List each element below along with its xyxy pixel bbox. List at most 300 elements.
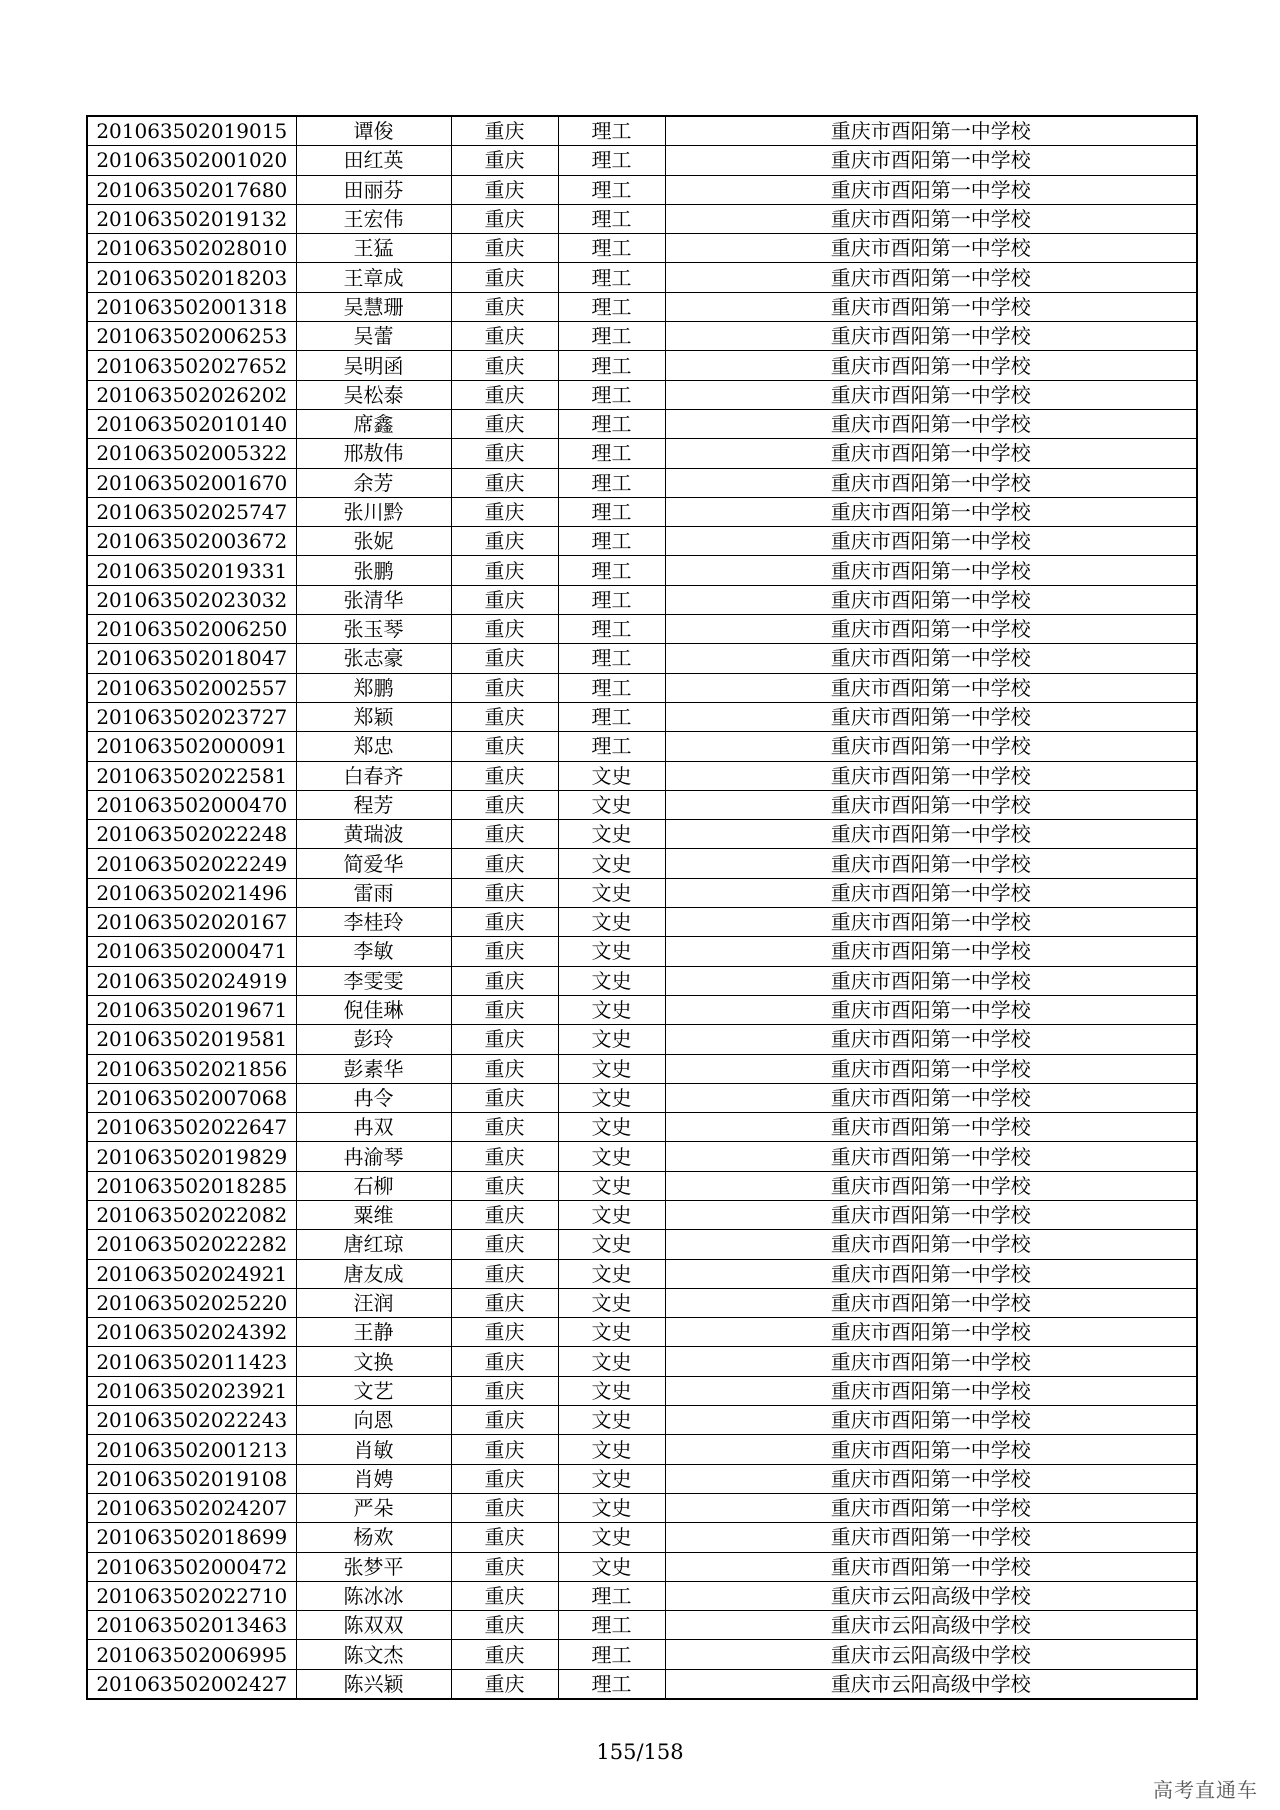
school-cell: 重庆市酉阳第一中学校	[665, 1406, 1197, 1435]
exam-id-cell: 201063502021856	[87, 1054, 296, 1083]
name-cell: 简爱华	[296, 849, 451, 878]
province-cell: 重庆	[451, 790, 558, 819]
school-cell: 重庆市酉阳第一中学校	[665, 1318, 1197, 1347]
school-cell: 重庆市酉阳第一中学校	[665, 1113, 1197, 1142]
exam-id-cell: 201063502010140	[87, 409, 296, 438]
school-cell: 重庆市酉阳第一中学校	[665, 644, 1197, 673]
school-cell: 重庆市云阳高级中学校	[665, 1669, 1197, 1699]
school-cell: 重庆市酉阳第一中学校	[665, 732, 1197, 761]
exam-id-cell: 201063502019581	[87, 1025, 296, 1054]
name-cell: 张梦平	[296, 1552, 451, 1581]
province-cell: 重庆	[451, 1200, 558, 1229]
table-row	[87, 497, 1197, 526]
exam-id-cell: 201063502022082	[87, 1200, 296, 1229]
exam-id-cell: 201063502022249	[87, 849, 296, 878]
name-cell: 陈冰冰	[296, 1581, 451, 1610]
table-row	[87, 146, 1197, 175]
province-cell: 重庆	[451, 1347, 558, 1376]
exam-id-cell: 201063502022647	[87, 1113, 296, 1142]
table-row	[87, 966, 1197, 995]
category-cell: 文史	[558, 1347, 665, 1376]
province-cell: 重庆	[451, 409, 558, 438]
category-cell: 文史	[558, 790, 665, 819]
table-row	[87, 1259, 1197, 1288]
category-cell: 文史	[558, 1288, 665, 1317]
table-row	[87, 351, 1197, 380]
exam-id-cell: 201063502025747	[87, 497, 296, 526]
name-cell: 陈文杰	[296, 1640, 451, 1669]
category-cell: 文史	[558, 966, 665, 995]
category-cell: 理工	[558, 644, 665, 673]
province-cell: 重庆	[451, 1464, 558, 1493]
province-cell: 重庆	[451, 995, 558, 1024]
exam-id-cell: 201063502023921	[87, 1376, 296, 1405]
name-cell: 冉令	[296, 1083, 451, 1112]
table-row	[87, 1171, 1197, 1200]
category-cell: 理工	[558, 409, 665, 438]
name-cell: 吴蕾	[296, 322, 451, 351]
table-row	[87, 1376, 1197, 1405]
province-cell: 重庆	[451, 878, 558, 907]
name-cell: 王宏伟	[296, 204, 451, 233]
exam-id-cell: 201063502001318	[87, 292, 296, 321]
table-row	[87, 234, 1197, 263]
province-cell: 重庆	[451, 351, 558, 380]
name-cell: 郑忠	[296, 732, 451, 761]
table-row	[87, 1142, 1197, 1171]
school-cell: 重庆市酉阳第一中学校	[665, 585, 1197, 614]
table-row	[87, 175, 1197, 204]
exam-id-cell: 201063502024392	[87, 1318, 296, 1347]
table-row	[87, 1552, 1197, 1581]
table-row	[87, 204, 1197, 233]
category-cell: 文史	[558, 1200, 665, 1229]
table-row	[87, 1025, 1197, 1054]
table-row	[87, 1230, 1197, 1259]
province-cell: 重庆	[451, 732, 558, 761]
province-cell: 重庆	[451, 1581, 558, 1610]
name-cell: 粟维	[296, 1200, 451, 1229]
name-cell: 石柳	[296, 1171, 451, 1200]
category-cell: 文史	[558, 820, 665, 849]
table-row	[87, 556, 1197, 585]
exam-id-cell: 201063502018285	[87, 1171, 296, 1200]
category-cell: 理工	[558, 234, 665, 263]
name-cell: 王章成	[296, 263, 451, 292]
province-cell: 重庆	[451, 615, 558, 644]
exam-id-cell: 201063502005322	[87, 439, 296, 468]
exam-id-cell: 201063502022248	[87, 820, 296, 849]
name-cell: 文换	[296, 1347, 451, 1376]
exam-id-cell: 201063502024207	[87, 1493, 296, 1522]
name-cell: 倪佳琳	[296, 995, 451, 1024]
table-row	[87, 527, 1197, 556]
category-cell: 文史	[558, 1025, 665, 1054]
category-cell: 理工	[558, 146, 665, 175]
province-cell: 重庆	[451, 1318, 558, 1347]
table-row	[87, 1581, 1197, 1610]
table-row	[87, 468, 1197, 497]
school-cell: 重庆市酉阳第一中学校	[665, 702, 1197, 731]
school-cell: 重庆市酉阳第一中学校	[665, 790, 1197, 819]
province-cell: 重庆	[451, 1523, 558, 1552]
category-cell: 文史	[558, 1142, 665, 1171]
table-row	[87, 1347, 1197, 1376]
category-cell: 文史	[558, 995, 665, 1024]
school-cell: 重庆市酉阳第一中学校	[665, 966, 1197, 995]
category-cell: 文史	[558, 937, 665, 966]
table-row	[87, 1113, 1197, 1142]
school-cell: 重庆市酉阳第一中学校	[665, 497, 1197, 526]
exam-id-cell: 201063502018203	[87, 263, 296, 292]
category-cell: 文史	[558, 908, 665, 937]
province-cell: 重庆	[451, 702, 558, 731]
exam-id-cell: 201063502028010	[87, 234, 296, 263]
province-cell: 重庆	[451, 1493, 558, 1522]
name-cell: 黄瑞波	[296, 820, 451, 849]
category-cell: 文史	[558, 1523, 665, 1552]
table-row	[87, 1054, 1197, 1083]
province-cell: 重庆	[451, 966, 558, 995]
watermark-text: 高考直通车	[1153, 1778, 1258, 1802]
name-cell: 李敏	[296, 937, 451, 966]
province-cell: 重庆	[451, 761, 558, 790]
exam-id-cell: 201063502007068	[87, 1083, 296, 1112]
province-cell: 重庆	[451, 1288, 558, 1317]
table-row	[87, 732, 1197, 761]
name-cell: 谭俊	[296, 116, 451, 146]
table-row	[87, 878, 1197, 907]
table-row	[87, 644, 1197, 673]
school-cell: 重庆市酉阳第一中学校	[665, 175, 1197, 204]
school-cell: 重庆市酉阳第一中学校	[665, 1464, 1197, 1493]
name-cell: 吴松泰	[296, 380, 451, 409]
name-cell: 田丽芬	[296, 175, 451, 204]
category-cell: 文史	[558, 1406, 665, 1435]
school-cell: 重庆市酉阳第一中学校	[665, 995, 1197, 1024]
category-cell: 理工	[558, 263, 665, 292]
province-cell: 重庆	[451, 204, 558, 233]
province-cell: 重庆	[451, 1171, 558, 1200]
name-cell: 肖娉	[296, 1464, 451, 1493]
category-cell: 文史	[558, 1435, 665, 1464]
exam-id-cell: 201063502000472	[87, 1552, 296, 1581]
name-cell: 严朵	[296, 1493, 451, 1522]
province-cell: 重庆	[451, 937, 558, 966]
category-cell: 理工	[558, 322, 665, 351]
exam-id-cell: 201063502001670	[87, 468, 296, 497]
exam-id-cell: 201063502019108	[87, 1464, 296, 1493]
exam-id-cell: 201063502020167	[87, 908, 296, 937]
province-cell: 重庆	[451, 468, 558, 497]
exam-id-cell: 201063502027652	[87, 351, 296, 380]
province-cell: 重庆	[451, 1640, 558, 1669]
school-cell: 重庆市酉阳第一中学校	[665, 234, 1197, 263]
school-cell: 重庆市云阳高级中学校	[665, 1640, 1197, 1669]
table-row	[87, 849, 1197, 878]
school-cell: 重庆市酉阳第一中学校	[665, 761, 1197, 790]
table-row	[87, 995, 1197, 1024]
exam-id-cell: 201063502000471	[87, 937, 296, 966]
category-cell: 理工	[558, 1669, 665, 1699]
category-cell: 理工	[558, 1611, 665, 1640]
table-row	[87, 1464, 1197, 1493]
table-row	[87, 1288, 1197, 1317]
school-cell: 重庆市酉阳第一中学校	[665, 1376, 1197, 1405]
table-row	[87, 409, 1197, 438]
category-cell: 理工	[558, 204, 665, 233]
province-cell: 重庆	[451, 1083, 558, 1112]
province-cell: 重庆	[451, 1025, 558, 1054]
name-cell: 张鹏	[296, 556, 451, 585]
category-cell: 文史	[558, 1259, 665, 1288]
school-cell: 重庆市酉阳第一中学校	[665, 351, 1197, 380]
table-row	[87, 1435, 1197, 1464]
page-number: 155/158	[596, 1740, 684, 1764]
exam-id-cell: 201063502003672	[87, 527, 296, 556]
category-cell: 理工	[558, 175, 665, 204]
province-cell: 重庆	[451, 1435, 558, 1464]
school-cell: 重庆市酉阳第一中学校	[665, 1259, 1197, 1288]
name-cell: 陈兴颖	[296, 1669, 451, 1699]
province-cell: 重庆	[451, 292, 558, 321]
province-cell: 重庆	[451, 175, 558, 204]
school-cell: 重庆市酉阳第一中学校	[665, 1288, 1197, 1317]
province-cell: 重庆	[451, 439, 558, 468]
category-cell: 文史	[558, 878, 665, 907]
name-cell: 余芳	[296, 468, 451, 497]
school-cell: 重庆市酉阳第一中学校	[665, 380, 1197, 409]
table-row	[87, 1611, 1197, 1640]
exam-id-cell: 201063502018699	[87, 1523, 296, 1552]
name-cell: 汪润	[296, 1288, 451, 1317]
school-cell: 重庆市酉阳第一中学校	[665, 322, 1197, 351]
name-cell: 彭素华	[296, 1054, 451, 1083]
category-cell: 文史	[558, 1376, 665, 1405]
table-row	[87, 673, 1197, 702]
exam-id-cell: 201063502023032	[87, 585, 296, 614]
category-cell: 理工	[558, 673, 665, 702]
school-cell: 重庆市酉阳第一中学校	[665, 263, 1197, 292]
name-cell: 李桂玲	[296, 908, 451, 937]
exam-id-cell: 201063502019671	[87, 995, 296, 1024]
name-cell: 程芳	[296, 790, 451, 819]
table-row	[87, 1200, 1197, 1229]
exam-id-cell: 201063502006250	[87, 615, 296, 644]
name-cell: 陈双双	[296, 1611, 451, 1640]
table-row	[87, 1406, 1197, 1435]
name-cell: 文艺	[296, 1376, 451, 1405]
exam-id-cell: 201063502017680	[87, 175, 296, 204]
table-row	[87, 761, 1197, 790]
school-cell: 重庆市酉阳第一中学校	[665, 937, 1197, 966]
school-cell: 重庆市酉阳第一中学校	[665, 1171, 1197, 1200]
school-cell: 重庆市酉阳第一中学校	[665, 556, 1197, 585]
category-cell: 文史	[558, 1552, 665, 1581]
category-cell: 理工	[558, 116, 665, 146]
name-cell: 唐友成	[296, 1259, 451, 1288]
province-cell: 重庆	[451, 263, 558, 292]
exam-id-cell: 201063502001213	[87, 1435, 296, 1464]
exam-id-cell: 201063502025220	[87, 1288, 296, 1317]
exam-id-cell: 201063502000470	[87, 790, 296, 819]
name-cell: 邢敖伟	[296, 439, 451, 468]
category-cell: 理工	[558, 585, 665, 614]
name-cell: 张川黔	[296, 497, 451, 526]
exam-id-cell: 201063502011423	[87, 1347, 296, 1376]
table-row	[87, 1083, 1197, 1112]
category-cell: 理工	[558, 439, 665, 468]
category-cell: 文史	[558, 1083, 665, 1112]
student-table	[86, 115, 1198, 1700]
province-cell: 重庆	[451, 497, 558, 526]
name-cell: 张志豪	[296, 644, 451, 673]
exam-id-cell: 201063502022282	[87, 1230, 296, 1259]
name-cell: 田红英	[296, 146, 451, 175]
exam-id-cell: 201063502022581	[87, 761, 296, 790]
table-row	[87, 263, 1197, 292]
name-cell: 席鑫	[296, 409, 451, 438]
name-cell: 彭玲	[296, 1025, 451, 1054]
exam-id-cell: 201063502006995	[87, 1640, 296, 1669]
exam-id-cell: 201063502022710	[87, 1581, 296, 1610]
category-cell: 文史	[558, 1493, 665, 1522]
category-cell: 文史	[558, 1171, 665, 1200]
province-cell: 重庆	[451, 146, 558, 175]
table-row	[87, 1669, 1197, 1699]
name-cell: 王猛	[296, 234, 451, 263]
name-cell: 吴明函	[296, 351, 451, 380]
category-cell: 理工	[558, 351, 665, 380]
table-row	[87, 615, 1197, 644]
school-cell: 重庆市酉阳第一中学校	[665, 439, 1197, 468]
category-cell: 文史	[558, 1054, 665, 1083]
province-cell: 重庆	[451, 1376, 558, 1405]
school-cell: 重庆市酉阳第一中学校	[665, 1552, 1197, 1581]
table-row	[87, 1493, 1197, 1522]
school-cell: 重庆市酉阳第一中学校	[665, 527, 1197, 556]
name-cell: 郑颖	[296, 702, 451, 731]
province-cell: 重庆	[451, 1230, 558, 1259]
table-row	[87, 439, 1197, 468]
table-row	[87, 116, 1197, 146]
category-cell: 文史	[558, 1230, 665, 1259]
table-row	[87, 702, 1197, 731]
table-row	[87, 908, 1197, 937]
exam-id-cell: 201063502024921	[87, 1259, 296, 1288]
province-cell: 重庆	[451, 644, 558, 673]
school-cell: 重庆市酉阳第一中学校	[665, 849, 1197, 878]
exam-id-cell: 201063502021496	[87, 878, 296, 907]
exam-id-cell: 201063502019132	[87, 204, 296, 233]
name-cell: 冉双	[296, 1113, 451, 1142]
category-cell: 理工	[558, 1640, 665, 1669]
name-cell: 肖敏	[296, 1435, 451, 1464]
school-cell: 重庆市酉阳第一中学校	[665, 878, 1197, 907]
name-cell: 冉渝琴	[296, 1142, 451, 1171]
category-cell: 理工	[558, 1581, 665, 1610]
province-cell: 重庆	[451, 1669, 558, 1699]
table-body	[87, 116, 1197, 1699]
name-cell: 雷雨	[296, 878, 451, 907]
province-cell: 重庆	[451, 322, 558, 351]
school-cell: 重庆市酉阳第一中学校	[665, 1347, 1197, 1376]
category-cell: 文史	[558, 849, 665, 878]
exam-id-cell: 201063502000091	[87, 732, 296, 761]
exam-id-cell: 201063502024919	[87, 966, 296, 995]
table-row	[87, 380, 1197, 409]
school-cell: 重庆市酉阳第一中学校	[665, 1025, 1197, 1054]
school-cell: 重庆市酉阳第一中学校	[665, 1230, 1197, 1259]
table-row	[87, 1640, 1197, 1669]
school-cell: 重庆市酉阳第一中学校	[665, 820, 1197, 849]
name-cell: 郑鹏	[296, 673, 451, 702]
exam-id-cell: 201063502026202	[87, 380, 296, 409]
category-cell: 文史	[558, 1318, 665, 1347]
name-cell: 杨欢	[296, 1523, 451, 1552]
category-cell: 文史	[558, 761, 665, 790]
school-cell: 重庆市酉阳第一中学校	[665, 1523, 1197, 1552]
name-cell: 李雯雯	[296, 966, 451, 995]
school-cell: 重庆市酉阳第一中学校	[665, 1435, 1197, 1464]
exam-id-cell: 201063502013463	[87, 1611, 296, 1640]
school-cell: 重庆市酉阳第一中学校	[665, 292, 1197, 321]
name-cell: 张玉琴	[296, 615, 451, 644]
province-cell: 重庆	[451, 849, 558, 878]
school-cell: 重庆市酉阳第一中学校	[665, 1054, 1197, 1083]
province-cell: 重庆	[451, 1142, 558, 1171]
province-cell: 重庆	[451, 380, 558, 409]
province-cell: 重庆	[451, 116, 558, 146]
name-cell: 吴慧珊	[296, 292, 451, 321]
category-cell: 理工	[558, 702, 665, 731]
exam-id-cell: 201063502022243	[87, 1406, 296, 1435]
category-cell: 文史	[558, 1113, 665, 1142]
school-cell: 重庆市酉阳第一中学校	[665, 116, 1197, 146]
school-cell: 重庆市酉阳第一中学校	[665, 409, 1197, 438]
table-row	[87, 322, 1197, 351]
school-cell: 重庆市酉阳第一中学校	[665, 1493, 1197, 1522]
name-cell: 张清华	[296, 585, 451, 614]
school-cell: 重庆市酉阳第一中学校	[665, 204, 1197, 233]
category-cell: 理工	[558, 468, 665, 497]
exam-id-cell: 201063502019331	[87, 556, 296, 585]
category-cell: 理工	[558, 292, 665, 321]
school-cell: 重庆市酉阳第一中学校	[665, 468, 1197, 497]
name-cell: 唐红琼	[296, 1230, 451, 1259]
province-cell: 重庆	[451, 1113, 558, 1142]
school-cell: 重庆市酉阳第一中学校	[665, 146, 1197, 175]
province-cell: 重庆	[451, 1259, 558, 1288]
name-cell: 王静	[296, 1318, 451, 1347]
province-cell: 重庆	[451, 1406, 558, 1435]
name-cell: 张妮	[296, 527, 451, 556]
table-row	[87, 1318, 1197, 1347]
category-cell: 理工	[558, 556, 665, 585]
table-row	[87, 585, 1197, 614]
exam-id-cell: 201063502018047	[87, 644, 296, 673]
category-cell: 文史	[558, 1464, 665, 1493]
province-cell: 重庆	[451, 1611, 558, 1640]
exam-id-cell: 201063502006253	[87, 322, 296, 351]
category-cell: 理工	[558, 527, 665, 556]
exam-id-cell: 201063502002427	[87, 1669, 296, 1699]
school-cell: 重庆市酉阳第一中学校	[665, 1142, 1197, 1171]
school-cell: 重庆市酉阳第一中学校	[665, 1083, 1197, 1112]
table-row	[87, 292, 1197, 321]
category-cell: 理工	[558, 497, 665, 526]
province-cell: 重庆	[451, 908, 558, 937]
